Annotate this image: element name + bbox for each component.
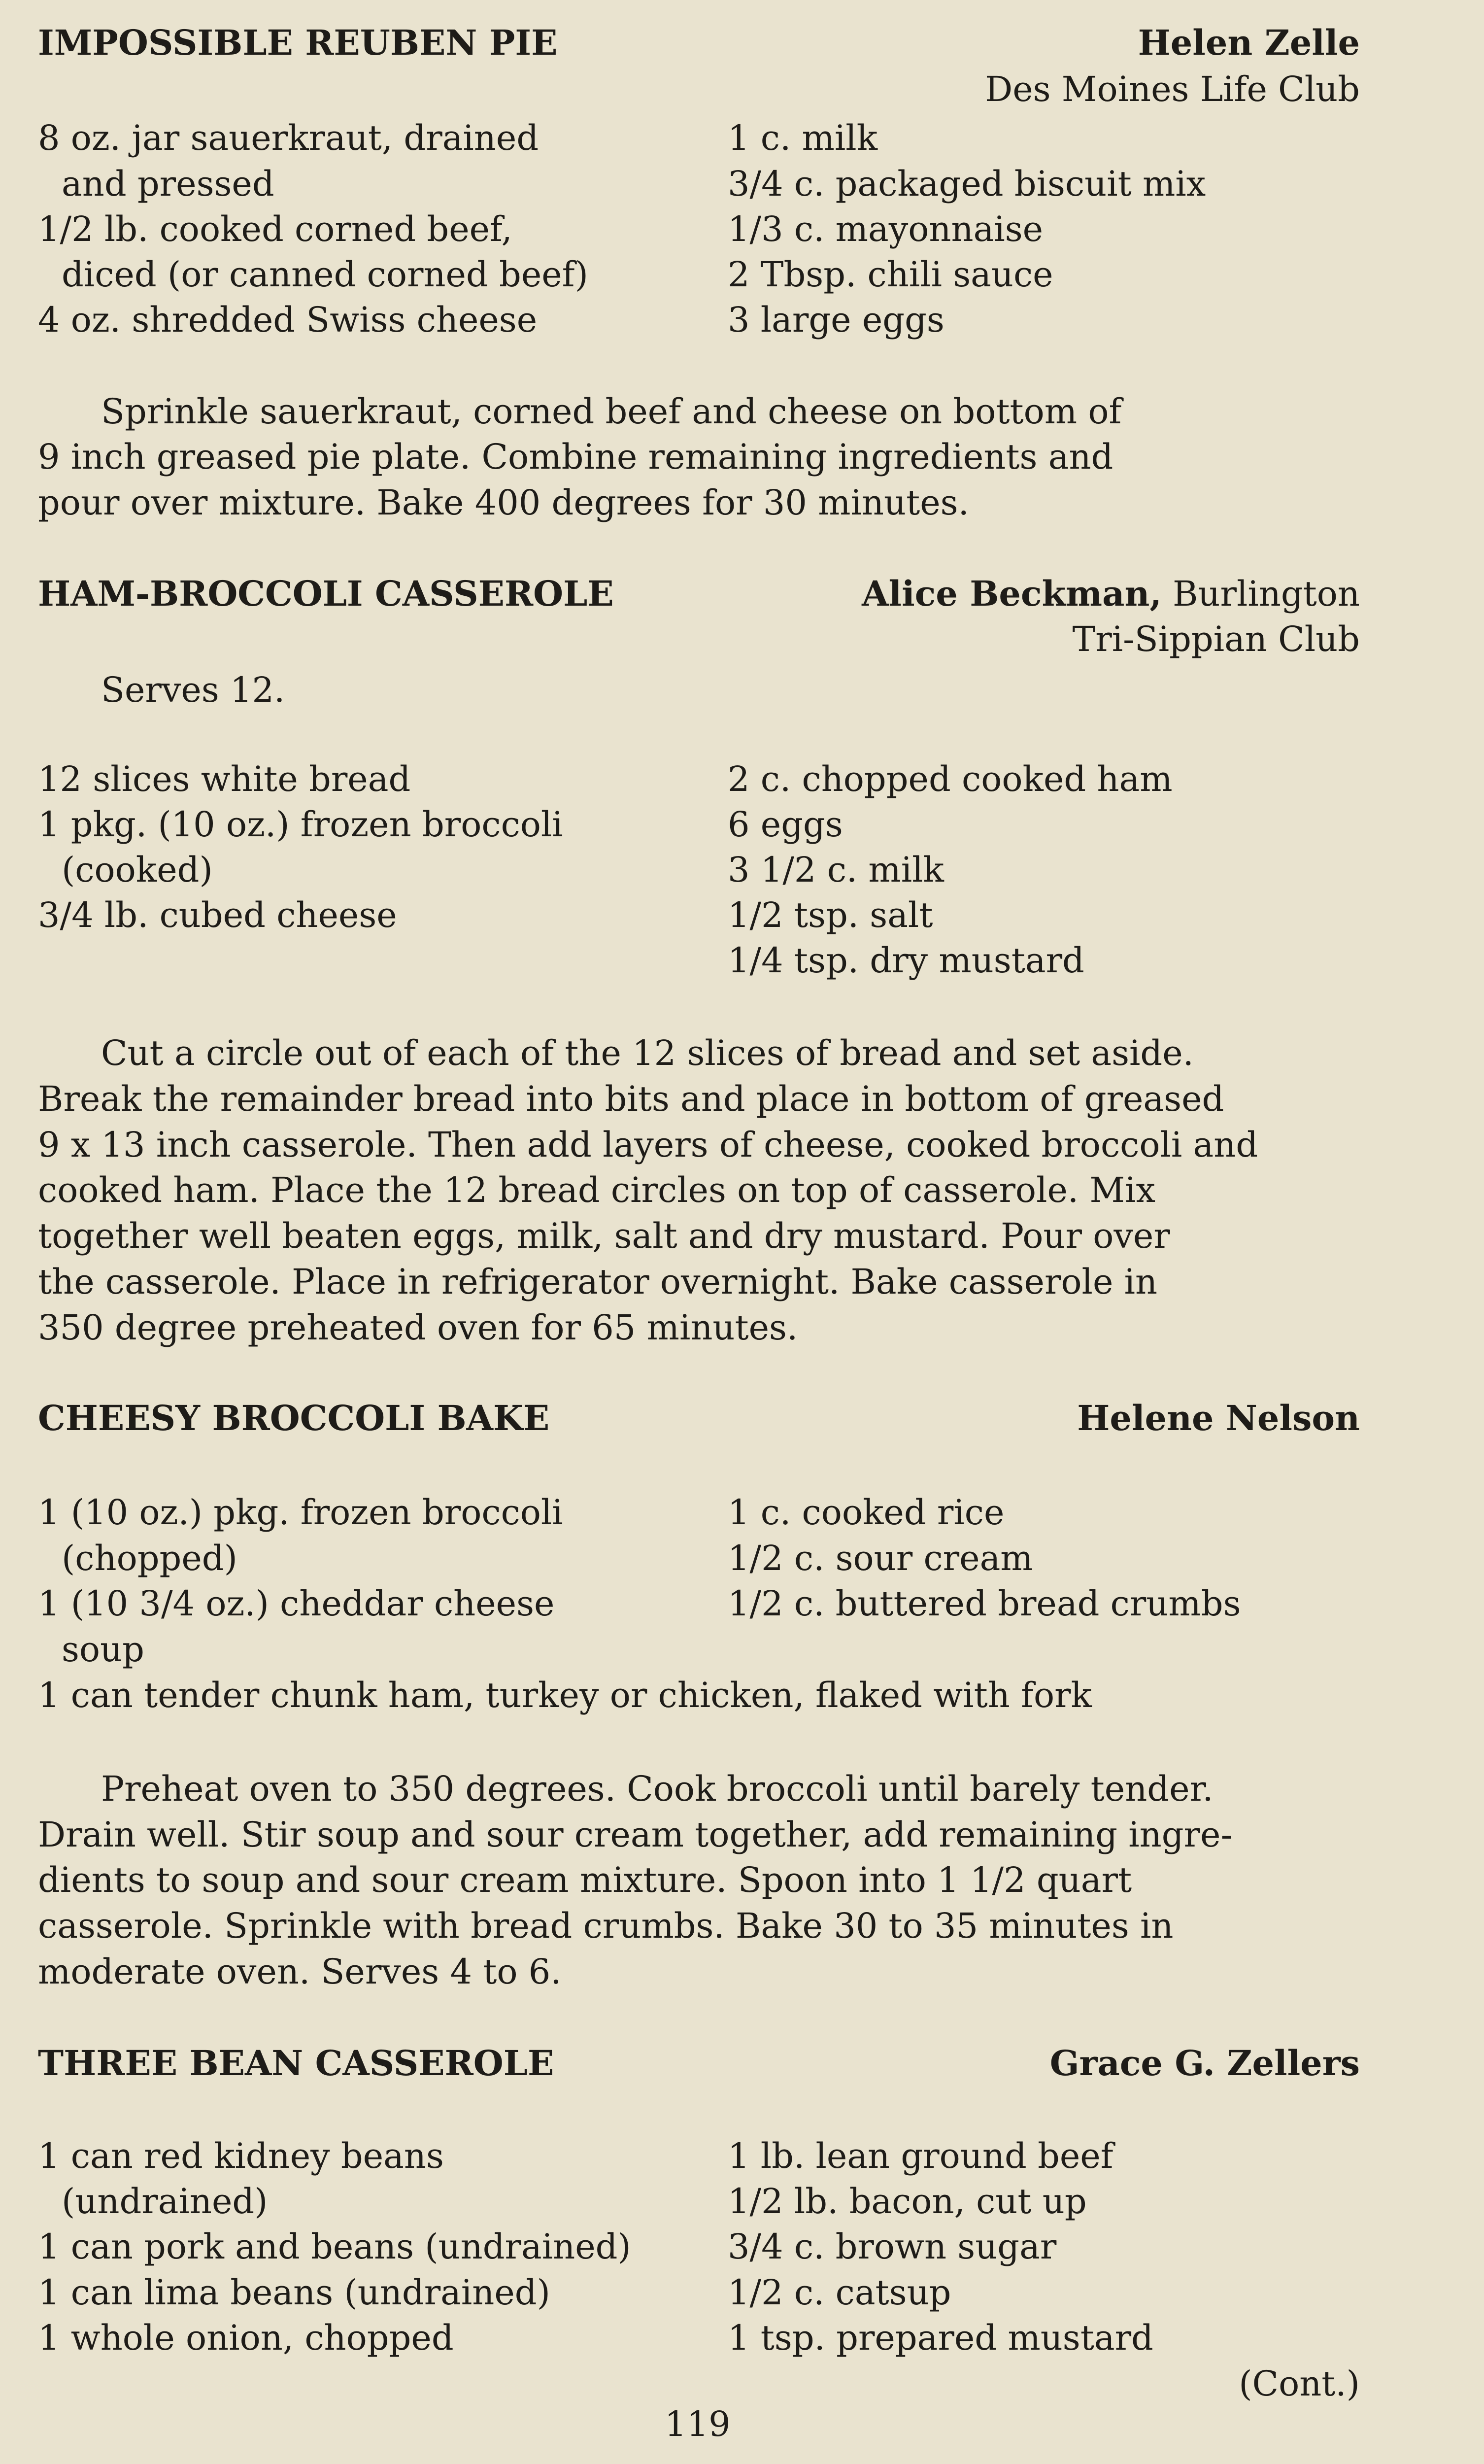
ingredient: 3 1/2 c. milk [728,850,944,890]
page-number: 119 [665,2404,731,2444]
recipe-title: CHEESY BROCCOLI BAKE [38,1398,550,1438]
ingredient: 1 tsp. prepared mustard [728,2318,1153,2358]
ingredient: (cooked) [62,850,213,890]
recipe-title: HAM-BROCCOLI CASSEROLE [38,573,614,614]
ingredient: diced (or canned corned beef) [62,254,588,295]
ingredient: 1 can red kidney beans [38,2136,444,2176]
recipe-author: Grace G. Zellers [1049,2043,1360,2084]
recipe-title: THREE BEAN CASSEROLE [38,2043,554,2084]
directions-line: 350 degree preheated oven for 65 minutes. [38,1307,798,1348]
directions-line: Sprinkle sauerkraut, corned beef and cheese on bottom of [101,391,1122,432]
ingredient: 1/3 c. mayonnaise [728,209,1044,249]
ingredient: 1 c. milk [728,118,878,158]
ingredient: 1/2 c. sour cream [728,1538,1033,1578]
ingredient: 3/4 c. brown sugar [728,2226,1057,2267]
directions-line: pour over mixture. Bake 400 degrees for 30 minutes. [38,482,969,523]
ingredient: 2 Tbsp. chili sauce [728,254,1053,295]
ingredient: 1/4 tsp. dry mustard [728,940,1084,981]
directions-line: Drain well. Stir soup and sour cream together, add remaining ingre- [38,1814,1233,1855]
ingredient: 1 c. cooked rice [728,1492,1005,1533]
directions-line: moderate oven. Serves 4 to 6. [38,1951,562,1992]
directions-line: Break the remainder bread into bits and place in bottom of greased [38,1079,1224,1119]
ingredient: 12 slices white bread [38,759,411,799]
ingredient: 1/2 c. catsup [728,2272,951,2313]
ingredient: 1/2 tsp. salt [728,895,933,935]
ingredient: 1 can tender chunk ham, turkey or chicken, flaked with fork [38,1675,1092,1715]
ingredient: 1 (10 oz.) pkg. frozen broccoli [38,1492,563,1533]
recipe-author-line [862,573,1360,614]
directions-line: dients to soup and sour cream mixture. Spoon into 1 1/2 quart [38,1860,1132,1900]
ingredient: (undrained) [62,2181,268,2222]
ingredient: 1/2 lb. cooked corned beef, [38,209,512,249]
ingredient: 8 oz. jar sauerkraut, drained [38,118,539,158]
ingredient: 4 oz. shredded Swiss cheese [38,300,538,340]
recipe-author: Helen Zelle [1138,22,1360,63]
recipe-author: Alice Beckman, [862,573,1162,614]
ingredient: 3/4 c. packaged biscuit mix [728,164,1206,204]
ingredient: 1 can lima beans (undrained) [38,2272,550,2313]
ingredient: 1/2 c. buttered bread crumbs [728,1583,1241,1624]
directions-line: the casserole. Place in refrigerator overnight. Bake casserole in [38,1262,1158,1302]
ingredient: 1/2 lb. bacon, cut up [728,2181,1087,2222]
ingredient: and pressed [62,164,274,204]
ingredient: 6 eggs [728,804,843,845]
ingredient: soup [62,1629,144,1670]
ingredient: 1 can pork and beans (undrained) [38,2226,631,2267]
recipe-title: IMPOSSIBLE REUBEN PIE [38,22,558,63]
continued-note: (Cont.) [1239,2363,1360,2404]
recipe-club: Des Moines Life Club [985,69,1360,109]
directions-line: Cut a circle out of each of the 12 slices of bread and set aside. [101,1033,1194,1073]
directions-line: 9 inch greased pie plate. Combine remaining ingredients and [38,437,1113,477]
recipe-club: Tri-Sippian Club [1072,619,1360,659]
directions-line: casserole. Sprinkle with bread crumbs. Bake 30 to 35 minutes in [38,1906,1174,1946]
ingredient: 1 whole onion, chopped [38,2318,454,2358]
ingredient: (chopped) [62,1538,237,1578]
directions-line: together well beaten eggs, milk, salt and dry mustard. Pour over [38,1216,1170,1256]
ingredient: 3 large eggs [728,300,944,340]
recipe-serves: Serves 12. [101,670,285,710]
recipe-city: Burlington [1172,574,1360,614]
ingredient: 2 c. chopped cooked ham [728,759,1173,799]
ingredient: 3/4 lb. cubed cheese [38,895,397,935]
ingredient: 1 pkg. (10 oz.) frozen broccoli [38,804,563,845]
directions-line: cooked ham. Place the 12 bread circles on top of casserole. Mix [38,1170,1155,1210]
directions-line: Preheat oven to 350 degrees. Cook broccoli until barely tender. [101,1769,1214,1809]
ingredient: 1 lb. lean ground beef [728,2136,1113,2176]
recipe-author: Helene Nelson [1077,1398,1360,1438]
directions-line: 9 x 13 inch casserole. Then add layers of cheese, cooked broccoli and [38,1125,1258,1165]
ingredient: 1 (10 3/4 oz.) cheddar cheese [38,1583,555,1624]
